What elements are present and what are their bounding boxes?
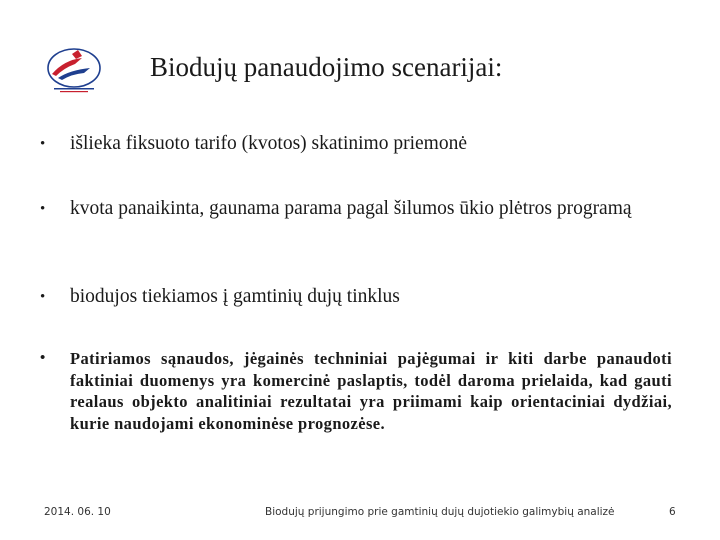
bullet-marker: • [40,201,46,217]
bullet-text: išlieka fiksuoto tarifo (kvotos) skatinimo priemonė [70,133,467,154]
bullet-text: kvota panaikinta, gaunama parama pagal šilumos ūkio plėtros programą [70,198,632,219]
page-number: 6 [669,506,676,518]
bullet-marker: • [40,289,46,305]
bullet-marker: • [40,136,46,152]
bullet-text: biodujos tiekiamos į gamtinių dujų tinklus [70,286,400,307]
bullet-text: Patiriamos sąnaudos, jėgainės techniniai pajėgumai ir kiti darbe panaudoti faktiniai duomenys yra komercinė paslaptis, todėl daroma prielaida, kad gauti realaus objekto analitiniai rezultatai yra priimami kaip orientaciniai dydžiai, kurie naudojami ekonominėse prognozėse. [70,349,672,433]
bullet-item [40,131,680,157]
bullet-marker: • [40,350,46,366]
bullet-item [40,196,680,222]
bullet-item-note [40,348,680,434]
footer-title: Biodujų prijungimo prie gamtinių dujų dujotiekio galimybių analizė [265,506,615,518]
footer-date: 2014. 06. 10 [44,506,111,518]
bullet-item [40,284,680,310]
slide-title: Biodujų panaudojimo scenarijai: [150,52,503,82]
